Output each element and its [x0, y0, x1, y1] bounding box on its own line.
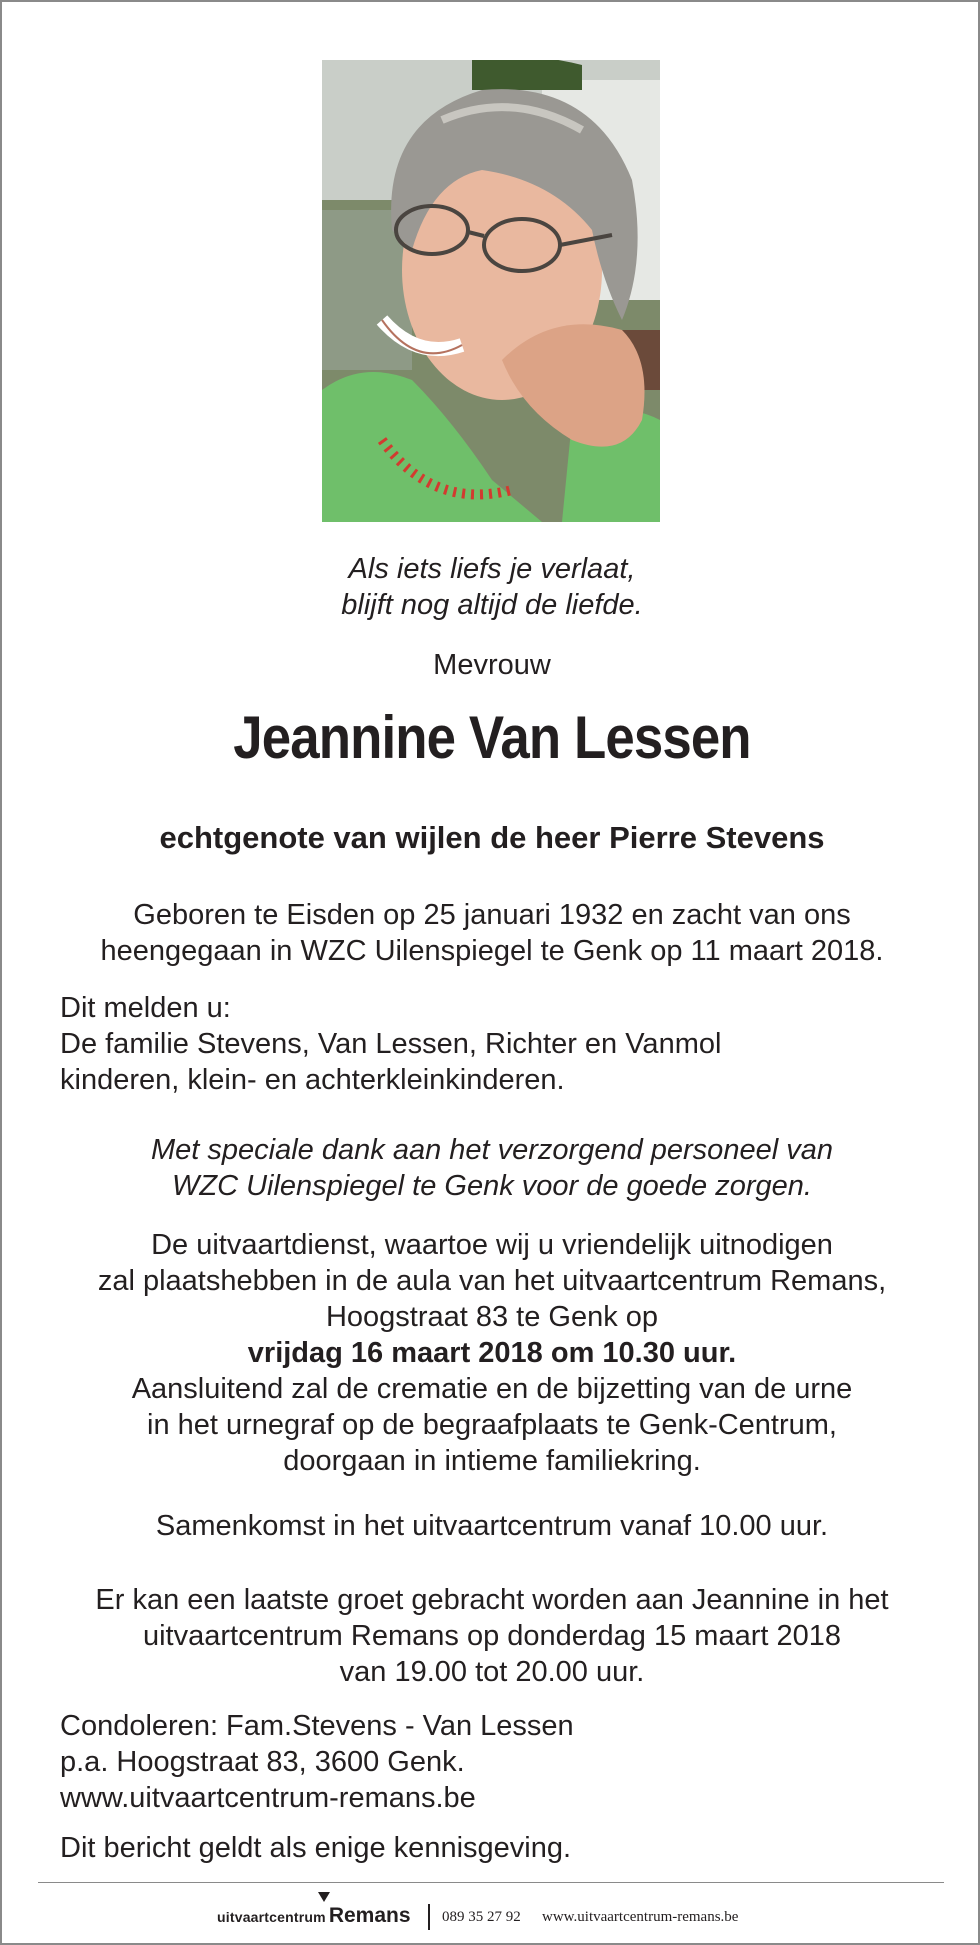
- service-line: zal plaatshebben in de aula van het uitvaartcentrum Remans,: [97, 1265, 887, 1297]
- thanks-line: WZC Uilenspiegel te Genk voor de goede zorgen.: [172, 1170, 812, 1202]
- footer: [2, 1892, 980, 1936]
- announce-line: kinderen, klein- en achterkleinkinderen.: [60, 1064, 565, 1096]
- footer-separator: [428, 1904, 430, 1930]
- notice-text: Dit bericht geldt als enige kennisgeving.: [60, 1832, 572, 1864]
- service-date: vrijdag 16 maart 2018 om 10.30 uur.: [247, 1337, 737, 1369]
- condolences-website[interactable]: www.uitvaartcentrum-remans.be: [60, 1782, 476, 1814]
- brand-big-text: Remans: [328, 1904, 411, 1927]
- announce-line: De familie Stevens, Van Lessen, Richter en Vanmol: [60, 1028, 722, 1060]
- farewell-line: van 19.00 tot 20.00 uur.: [339, 1656, 645, 1688]
- footer-phone: 089 35 27 92: [442, 1909, 521, 1925]
- quote-line: Als iets liefs je verlaat,: [348, 553, 636, 585]
- farewell-info: [42, 1582, 942, 1690]
- service-line: De uitvaartdienst, waartoe wij u vriendelijk uitnodigen: [151, 1229, 833, 1261]
- gathering-info: Samenkomst in het uitvaartcentrum vanaf 10.00 uur.: [155, 1510, 829, 1542]
- thanks-line: Met speciale dank aan het verzorgend personeel van: [151, 1134, 833, 1166]
- farewell-line: uitvaartcentrum Remans op donderdag 15 maart 2018: [142, 1620, 842, 1652]
- thanks-note: [42, 1132, 942, 1204]
- info-line: heengegaan in WZC Uilenspiegel te Genk op 11 maart 2018.: [100, 935, 884, 967]
- birth-death-info: [42, 897, 942, 969]
- service-line: doorgaan in intieme familiekring.: [283, 1445, 701, 1477]
- condolences-line: p.a. Hoogstraat 83, 3600 Genk.: [60, 1746, 465, 1778]
- condolences-line: Condoleren: Fam.Stevens - Van Lessen: [60, 1710, 574, 1742]
- footer-divider: [38, 1882, 944, 1883]
- announce-line: Dit melden u:: [60, 992, 231, 1024]
- deceased-name: Jeannine Van Lessen: [233, 704, 751, 771]
- brand-triangle-icon: [318, 1892, 330, 1902]
- funeral-service-info: [42, 1227, 942, 1479]
- honorific: Mevrouw: [433, 649, 551, 681]
- info-line: Geboren te Eisden op 25 januari 1932 en zacht van ons: [133, 899, 851, 931]
- service-line: Hoogstraat 83 te Genk op: [325, 1301, 659, 1333]
- memorial-quote: [42, 551, 942, 623]
- portrait-photo: [322, 60, 660, 522]
- condolences-info: [60, 1708, 940, 1816]
- quote-line: blijft nog altijd de liefde.: [341, 589, 643, 621]
- brand-logo: [217, 1904, 411, 1928]
- service-line: in het urnegraf op de begraafplaats te Genk-Centrum,: [147, 1409, 837, 1441]
- service-line: Aansluitend zal de crematie en de bijzetting van de urne: [131, 1373, 853, 1405]
- family-announcement: [60, 990, 940, 1098]
- farewell-line: Er kan een laatste groet gebracht worden aan Jeannine in het: [95, 1584, 889, 1616]
- brand-small-text: uitvaartcentrum: [217, 1909, 326, 1925]
- footer-website-link[interactable]: www.uitvaartcentrum-remans.be: [542, 1909, 739, 1925]
- spouse-line: echtgenote van wijlen de heer Pierre Stevens: [159, 820, 825, 855]
